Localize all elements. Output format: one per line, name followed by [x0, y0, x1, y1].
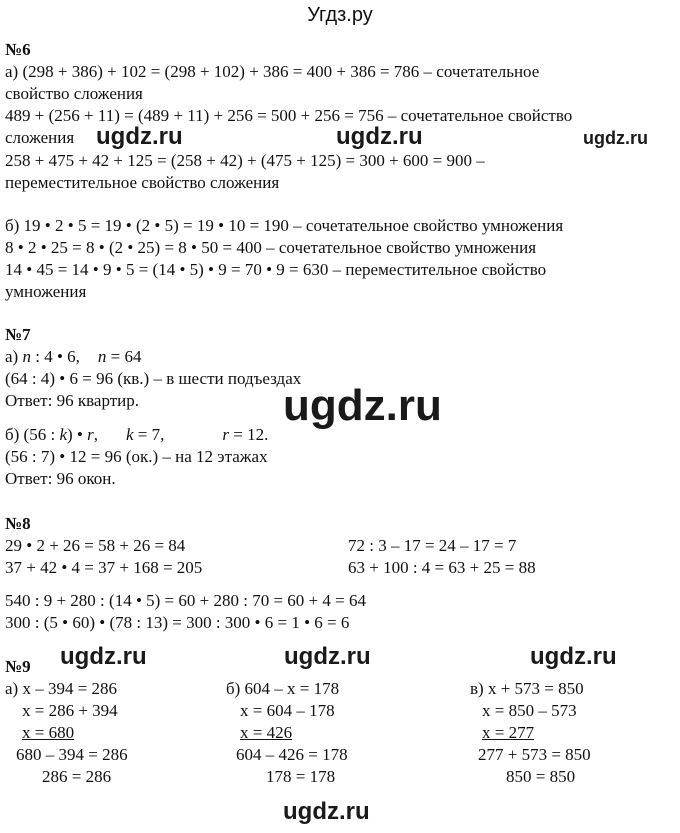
task-9c-step: х = 850 – 573 — [482, 701, 577, 720]
task-8-expression: 72 : 3 – 17 = 24 – 17 = 7 — [348, 536, 517, 555]
task-7a-answer: Ответ: 96 квартир. — [5, 391, 139, 410]
watermark: ugdz.ru — [60, 643, 147, 670]
watermark: ugdz.ru — [530, 643, 617, 670]
task-6-line: 258 + 475 + 42 + 125 = (258 + 42) + (475 + 125) = 300 + 600 = 900 – — [5, 151, 485, 170]
task-6-line: б) 19 • 2 • 5 = 19 • (2 • 5) = 19 • 10 = 190 – сочетательное свойство умножения — [5, 216, 564, 235]
watermark: ugdz.ru — [336, 123, 423, 150]
task-9b-check: 604 – 426 = 178 — [236, 745, 348, 764]
task-9b-check-result: 178 = 178 — [266, 767, 336, 786]
task-9c-result: х = 277 — [482, 723, 535, 742]
task-8-expression: 29 • 2 + 26 = 58 + 26 = 84 — [5, 536, 186, 555]
task-9a-equation: а) х – 394 = 286 — [5, 679, 118, 698]
task-6-line: а) (298 + 386) + 102 = (298 + 102) + 386 = 400 + 386 = 786 – сочетательное — [5, 62, 540, 81]
task-9c-check: 277 + 573 = 850 — [478, 745, 591, 764]
task-6-line: 8 • 2 • 25 = 8 • (2 • 25) = 8 • 50 = 400 – сочетательное свойство умножения — [5, 238, 537, 257]
task-9a-check: 680 – 394 = 286 — [16, 745, 128, 764]
task-7a-expression: а) n : 4 • 6, n = 64 — [5, 347, 142, 366]
task-9b-result: х = 426 — [240, 723, 293, 742]
task-8-expression: 37 + 42 • 4 = 37 + 168 = 205 — [5, 558, 203, 577]
task-6-heading: №6 — [5, 40, 31, 59]
task-9c-check-result: 850 = 850 — [506, 767, 576, 786]
task-9b-equation: б) 604 – х = 178 — [226, 679, 340, 698]
task-6-line: 489 + (256 + 11) = (489 + 11) + 256 = 500 + 256 = 756 – сочетательное свойство — [5, 106, 573, 125]
task-8-expression: 300 : (5 • 60) • (78 : 13) = 300 : 300 • 6 = 1 • 6 = 6 — [5, 613, 350, 632]
task-7b-expression: б) (56 : k) • r, k = 7, r = 12. — [5, 425, 269, 444]
watermark: ugdz.ru — [283, 798, 370, 825]
watermark: ugdz.ru — [284, 643, 371, 670]
task-7a-solution: (64 : 4) • 6 = 96 (кв.) – в шести подъездах — [5, 369, 302, 388]
task-7b-answer: Ответ: 96 окон. — [5, 469, 116, 488]
site-title: Угдз.ру — [307, 4, 373, 26]
watermark: ugdz.ru — [96, 123, 183, 150]
task-6-line: сложения — [5, 128, 75, 147]
task-7-heading: №7 — [5, 325, 31, 344]
task-6-line: переместительное свойство сложения — [5, 173, 280, 192]
task-6-line: свойство сложения — [5, 84, 143, 103]
task-9a-result: х = 680 — [22, 723, 75, 742]
task-7b-solution: (56 : 7) • 12 = 96 (ок.) – на 12 этажах — [5, 447, 268, 466]
task-8-heading: №8 — [5, 514, 31, 533]
task-6-line: 14 • 45 = 14 • 9 • 5 = (14 • 5) • 9 = 70 • 9 = 630 – переместительное свойство — [5, 260, 547, 279]
watermark: ugdz.ru — [283, 381, 442, 430]
task-9b-step: х = 604 – 178 — [240, 701, 335, 720]
task-9-heading: №9 — [5, 657, 31, 676]
task-8-expression: 540 : 9 + 280 : (14 • 5) = 60 + 280 : 70 = 60 + 4 = 64 — [5, 591, 366, 610]
task-9a-step: х = 286 + 394 — [22, 701, 118, 720]
task-9c-equation: в) х + 573 = 850 — [470, 679, 584, 698]
task-6-line: умножения — [5, 282, 87, 301]
task-8-expression: 63 + 100 : 4 = 63 + 25 = 88 — [348, 558, 536, 577]
task-9a-check-result: 286 = 286 — [42, 767, 112, 786]
watermark: ugdz.ru — [583, 128, 648, 148]
